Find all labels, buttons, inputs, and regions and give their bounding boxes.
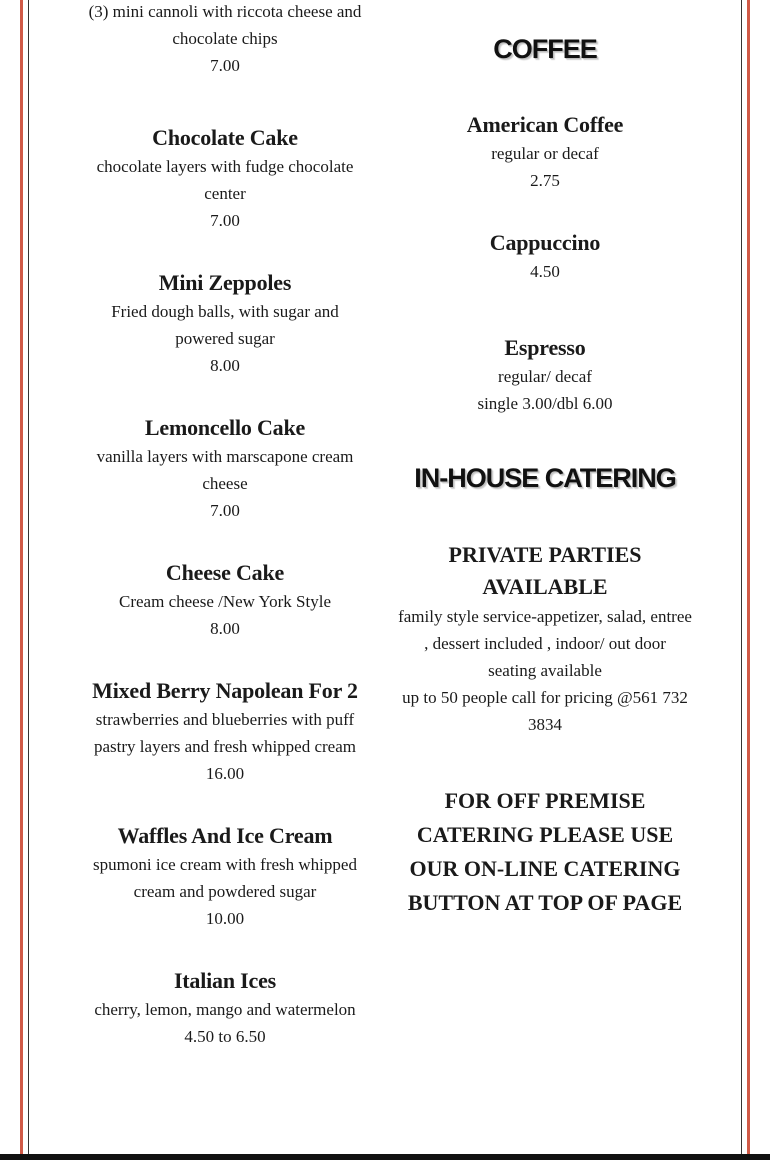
menu-item-name: Mixed Berry Napolean For 2	[92, 678, 358, 703]
menu-item-price: 8.00	[210, 619, 240, 638]
menu-item-name: Espresso	[504, 335, 586, 360]
coffee-section-heading: COFFEE	[493, 34, 597, 64]
desserts-column	[80, 0, 370, 1084]
menu-item-price: 7.00	[210, 211, 240, 230]
menu-item-description: chocolate layers with fudge chocolate center	[96, 157, 354, 203]
right-black-border	[741, 0, 742, 1160]
off-premise-catering-note: FOR OFF PREMISE CATERING PLEASE USE OUR ON-LINE CATERING BUTTON AT TOP OF PAGE	[407, 788, 683, 915]
menu-item-description: (3) mini cannoli with riccota cheese and chocolate chips	[88, 2, 362, 48]
menu-item-price: 8.00	[210, 356, 240, 375]
menu-item-price: 4.50	[530, 262, 560, 281]
menu-item-cheese-cake	[80, 558, 370, 642]
menu-item-description: spumoni ice cream with fresh whipped cream and powdered sugar	[93, 855, 357, 901]
menu-item-american-coffee	[398, 110, 692, 194]
menu-item-description: Cream cheese /New York Style	[119, 592, 331, 611]
menu-item-description: cherry, lemon, mango and watermelon	[94, 1000, 356, 1019]
menu-item-price: 7.00	[210, 56, 240, 75]
menu-item-description: regular or decaf	[491, 144, 599, 163]
menu-item-mixed-berry-napolean	[80, 676, 370, 787]
menu-item-description: regular/ decaf	[498, 367, 592, 386]
menu-item-chocolate-cake	[80, 123, 370, 234]
menu-item-description: Fried dough balls, with sugar and powered sugar	[111, 302, 339, 348]
menu-item-price: 10.00	[205, 909, 245, 928]
menu-item-name: Waffles And Ice Cream	[117, 823, 333, 848]
menu-item-name: American Coffee	[466, 112, 624, 137]
menu-item-price: 2.75	[530, 171, 560, 190]
menu-item-name: Italian Ices	[173, 968, 277, 993]
menu-item-description: vanilla layers with marscapone cream cheese	[96, 447, 354, 493]
bottom-edge-bar	[0, 1154, 770, 1160]
menu-item-name: Cappuccino	[489, 230, 601, 255]
right-red-border	[747, 0, 750, 1160]
catering-section-heading: IN-HOUSE CATERING	[414, 463, 676, 493]
menu-item-name: Cheese Cake	[165, 560, 285, 585]
menu-item-mini-zeppoles	[80, 268, 370, 379]
menu-item-price: 4.50 to 6.50	[184, 1027, 266, 1046]
menu-item-espresso	[398, 333, 692, 417]
private-parties-description: family style service-appetizer, salad, entree , dessert included , indoor/ out door seating available	[398, 607, 692, 680]
private-parties-title: PRIVATE PARTIES AVAILABLE	[448, 542, 642, 599]
left-red-border	[20, 0, 23, 1160]
menu-item-name: Lemoncello Cake	[144, 415, 306, 440]
menu-item-description: strawberries and blueberries with puff pastry layers and fresh whipped cream	[94, 710, 356, 756]
menu-item-name: Chocolate Cake	[152, 125, 298, 150]
menu-item-mini-cannoli	[80, 0, 370, 79]
private-parties-contact: up to 50 people call for pricing @561 732 3834	[402, 688, 688, 734]
menu-item-lemoncello-cake	[80, 413, 370, 524]
menu-item-price: 16.00	[205, 764, 245, 783]
menu-item-cappuccino	[398, 228, 692, 285]
menu-item-price: single 3.00/dbl 6.00	[477, 394, 613, 413]
left-black-border	[28, 0, 29, 1160]
menu-item-name: Mini Zeppoles	[158, 270, 292, 295]
coffee-catering-column	[398, 0, 692, 920]
menu-item-italian-ices	[80, 966, 370, 1050]
menu-item-waffles-ice-cream	[80, 821, 370, 932]
menu-item-price: 7.00	[210, 501, 240, 520]
